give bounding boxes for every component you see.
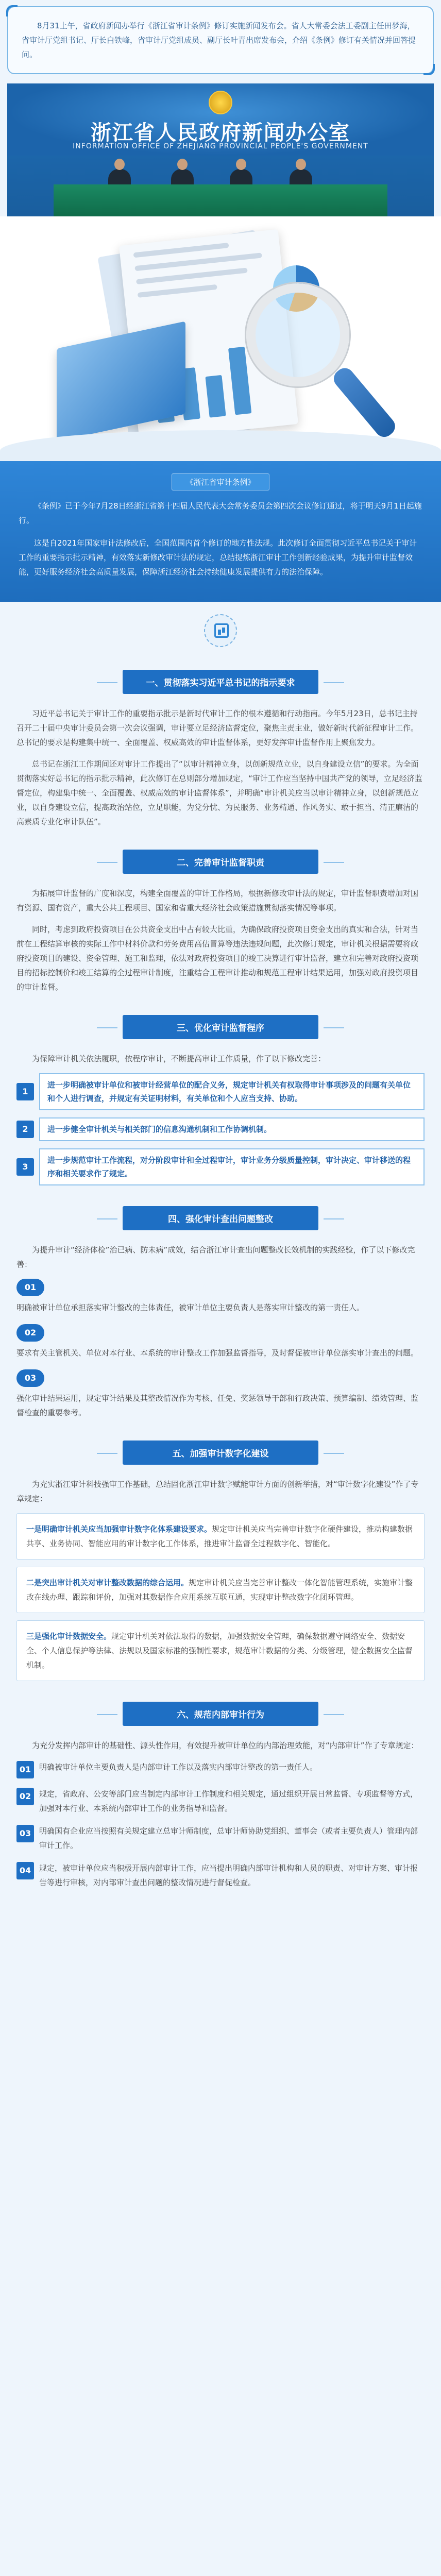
item-text: 规定，省政府、公安等部门应当制定内部审计工作制度和相关规定，通过组织开展日常监督、专项监督等方式，加强对本行业、本系统内部审计工作的业务指导和监督。 bbox=[39, 1789, 418, 1813]
section-5 bbox=[0, 1440, 441, 1681]
section-title: 六、规范内部审计行为 bbox=[123, 1702, 318, 1726]
list-item bbox=[16, 1824, 425, 1853]
list-item bbox=[16, 1369, 425, 1420]
intro-text: 8月31上午，省政府新闻办举行《浙江省审计条例》修订实施新闻发布会。省人大常委会法工委副主任田梦海，省审计厅党组书记、厅长白铁峰，省审计厅党组成员、副厅长叶青出席发布会，介绍《条例》修订有关情况并回答提问。 bbox=[22, 21, 416, 59]
press-conference-photo bbox=[7, 83, 434, 216]
regulation-name: 《浙江省审计条例》 bbox=[172, 473, 269, 490]
section-2 bbox=[0, 850, 441, 994]
highlight-box: 进一步健全审计机关与相关部门的信息沟通机制和工作协调机制。 bbox=[39, 1117, 425, 1141]
section-paragraph: 总书记在浙江工作期间还对审计工作提出了“以审计精神立身，以创新规范立业，以自身建设立信”的要求。为全面贯彻落实好总书记的指示批示精神，此次修订在总则部分增加规定，“审计工作应当坚持中国共产党的领导，立足经济监督定位，构建集中统一、全面覆盖、权威高效的审计监督体系”，并明确“审计机关应当以审计精神立身，以创新规范立业，以自身建设立信，提高政治站位，立足职能，为党分忧、为民服务、业务精通、作风务实、敢于担当、清正廉洁的高素质专业化审计队伍”。 bbox=[16, 759, 422, 826]
item-number: 01 bbox=[16, 1761, 34, 1778]
section-4 bbox=[0, 1206, 441, 1420]
card-text: 规定审计机关对依法取得的数据，加强数据安全管理，确保数据遵守网络安全、数据安全、个人信息保护等法律、法规以及国家标准的强制性要求，规范审计数据的分类、分级管理，健全数据安全监督机制。 bbox=[26, 1632, 413, 1670]
section-paragraph: 同时，考虑到政府投资项目在公共资金支出中占有较大比重，为确保政府投资项目资金支出的真实和合法，针对当前在工程结算审核的实际工作中材料价款和劳务费用高估冒算等违法违规问题，此次修订规定，审计机关根据需要将政府投资项目的建设、资金管理、施工和监理，依法对政府投资项目的竣工决算进行审计监督，建立和完善对政府投资项目的招标控制价和竣工结算的全过程审计制度，注重结合工程审计推动和规范工程审计结果运用，加强对政府投资项目的审计监督。 bbox=[16, 925, 419, 992]
item-number: 2 bbox=[16, 1121, 34, 1138]
list-item bbox=[16, 1073, 425, 1110]
item-text: 规定，被审计单位应当积极开展内部审计工作，应当提出明确内部审计机构和人员的职责、对审计方案、审计报告等进行审核，对内部审计查出问题的整改情况进行督促检查。 bbox=[39, 1863, 418, 1887]
card-text: 规定审计机关应当完善审计整改一体化智能管理系统，实施审计整改在线办理、跟踪和评价，加强对其数据作合应用系统互联互通，实现审计整改数字化闭环管理。 bbox=[26, 1578, 413, 1602]
item-number: 3 bbox=[16, 1158, 34, 1176]
section-paragraph: 为提升审计“经济体检”治已病、防未病”成效，结合浙江审计查出问题整改长效机制的实践经验，作了以下修改完善： bbox=[16, 1245, 415, 1269]
info-card bbox=[16, 1567, 425, 1613]
section-title: 三、优化审计监督程序 bbox=[123, 1015, 318, 1039]
conference-table bbox=[54, 184, 387, 216]
section-paragraph: 为拓展审计监督的广度和深度，构建全面覆盖的审计工作格局，根据新修改审计法的规定，审计监督职责增加对国有资源、国有资产，重大公共工程项目、国家和省重大经济社会政策措施贯彻落实情况等事项。 bbox=[16, 889, 419, 912]
item-badge: 01 bbox=[16, 1279, 44, 1296]
section-title: 五、加强审计数字化建设 bbox=[123, 1440, 318, 1465]
section-1 bbox=[0, 614, 441, 829]
item-number: 03 bbox=[16, 1825, 34, 1842]
card-lead: 一是明确审计机关应当加强审计数字化体系建设要求。 bbox=[26, 1524, 212, 1534]
backdrop-title-en: INFORMATION OFFICE OF ZHEJIANG PROVINCIAL PEOPLE'S GOVERNMENT bbox=[73, 142, 368, 150]
section-title: 四、强化审计查出问题整改 bbox=[123, 1206, 318, 1230]
card-lead: 三是强化审计数据安全。 bbox=[26, 1632, 112, 1641]
list-item bbox=[16, 1117, 425, 1141]
list-item bbox=[16, 1279, 425, 1315]
regulation-paragraph: 《条例》已于今年7月28日经浙江省第十四届人民代表大会常务委员会第四次会议修订通过，将于明天9月1日起施行。 bbox=[19, 501, 422, 525]
audit-chart-icon bbox=[204, 614, 237, 647]
section-3 bbox=[0, 1015, 441, 1185]
emblem-icon bbox=[209, 91, 232, 114]
section-6 bbox=[0, 1702, 441, 1890]
list-item bbox=[16, 1760, 425, 1778]
list-item bbox=[16, 1787, 425, 1816]
section-title: 一、贯彻落实习近平总书记的指示要求 bbox=[123, 670, 318, 694]
item-text: 明确国有企业应当按照有关规定建立总审计师制度，总审计师协助党组织、董事会（或者主要负责人）管理内部审计工作。 bbox=[39, 1826, 418, 1850]
magnifier-icon bbox=[246, 283, 349, 386]
highlight-box: 进一步明确被审计单位和被审计经营单位的配合义务，规定审计机关有权取得审计事项涉及的问题有关单位和个人进行调查，并规定有关证明材料，有关单位和个人应当支持、协助。 bbox=[39, 1073, 425, 1110]
section-paragraph: 为保障审计机关依法履职，依程序审计，不断提高审计工作质量，作了以下修改完善： bbox=[32, 1054, 326, 1063]
backdrop-title-cn: 浙江省人民政府新闻办公室 bbox=[91, 121, 350, 145]
item-number: 02 bbox=[16, 1788, 34, 1805]
item-text: 强化审计结果运用，规定审计结果及其整改情况作为考核、任免、奖惩领导干部和行政决策、预算编制、绩效管理、监督检查的重要参考。 bbox=[16, 1394, 419, 1417]
list-item bbox=[16, 1861, 425, 1890]
item-number: 1 bbox=[16, 1083, 34, 1100]
section-paragraph: 为充实浙江审计科技强审工作基础，总结固化浙江审计数字赋能审计方面的创新举措，对“审计数字化建设”作了专章规定： bbox=[16, 1480, 419, 1503]
item-badge: 03 bbox=[16, 1369, 44, 1387]
card-text: 规定审计机关应当完善审计数字化硬件建设，推动构建数据共享、业务协同、智能应用的审计数字化工作体系，推进审计监督全过程数字化、智能化。 bbox=[26, 1524, 413, 1548]
regulation-band bbox=[0, 461, 441, 602]
item-number: 04 bbox=[16, 1862, 34, 1879]
magnifier-handle bbox=[330, 364, 399, 440]
item-text: 明确被审计单位主要负责人是内部审计工作以及落实内部审计整改的第一责任人。 bbox=[39, 1762, 318, 1772]
item-text: 要求有关主管机关、单位对本行业、本系统的审计整改工作加强监督指导，及时督促被审计单位落实审计查出的问题。 bbox=[16, 1348, 419, 1358]
card-lead: 二是突出审计机关对审计整改数据的综合运用。 bbox=[26, 1578, 189, 1587]
info-card bbox=[16, 1513, 425, 1560]
intro-box bbox=[7, 6, 434, 74]
section-paragraph: 习近平总书记关于审计工作的重要指示批示是新时代审计工作的根本遵循和行动指南。今年5月23日，总书记主持召开二十届中央审计委员会第一次会议强调，审计要立足经济监督定位，聚焦主责主业，做好新时代新征程审计工作。总书记的要求是构建集中统一、全面覆盖、权威高效的审计监督体系，更好发挥审计监督作用上聚焦发力。 bbox=[16, 709, 419, 747]
list-item bbox=[16, 1148, 425, 1185]
section-title: 二、完善审计监督职责 bbox=[123, 850, 318, 874]
section-paragraph: 为充分发挥内部审计的基础性、源头性作用，有效提升被审计单位的内部治理效能，对“内部审计”作了专章规定： bbox=[32, 1741, 419, 1750]
item-badge: 02 bbox=[16, 1324, 44, 1342]
regulation-paragraph: 这是自2021年国家审计法修改后，全国范围内首个修订的地方性法规。此次修订全面贯彻习近平总书记关于审计工作的重要指示批示精神，有效落实新修改审计法的规定，总结提炼浙江审计工作创新经验成果，为提升审计监督效能，更好服务经济社会高质量发展，保障浙江经济社会持续健康发展提供有力的法治保障。 bbox=[19, 538, 417, 577]
list-item bbox=[16, 1324, 425, 1360]
info-card bbox=[16, 1620, 425, 1681]
highlight-box: 进一步规范审计工作流程，对分阶段审计和全过程审计，审计业务分级质量控制，审计决定、审计移送的程序和相关要求作了规定。 bbox=[39, 1148, 425, 1185]
item-text: 明确被审计单位承担落实审计整改的主体责任，被审计单位主要负责人是落实审计整改的第一责任人。 bbox=[16, 1303, 365, 1312]
audit-illustration bbox=[0, 216, 441, 461]
